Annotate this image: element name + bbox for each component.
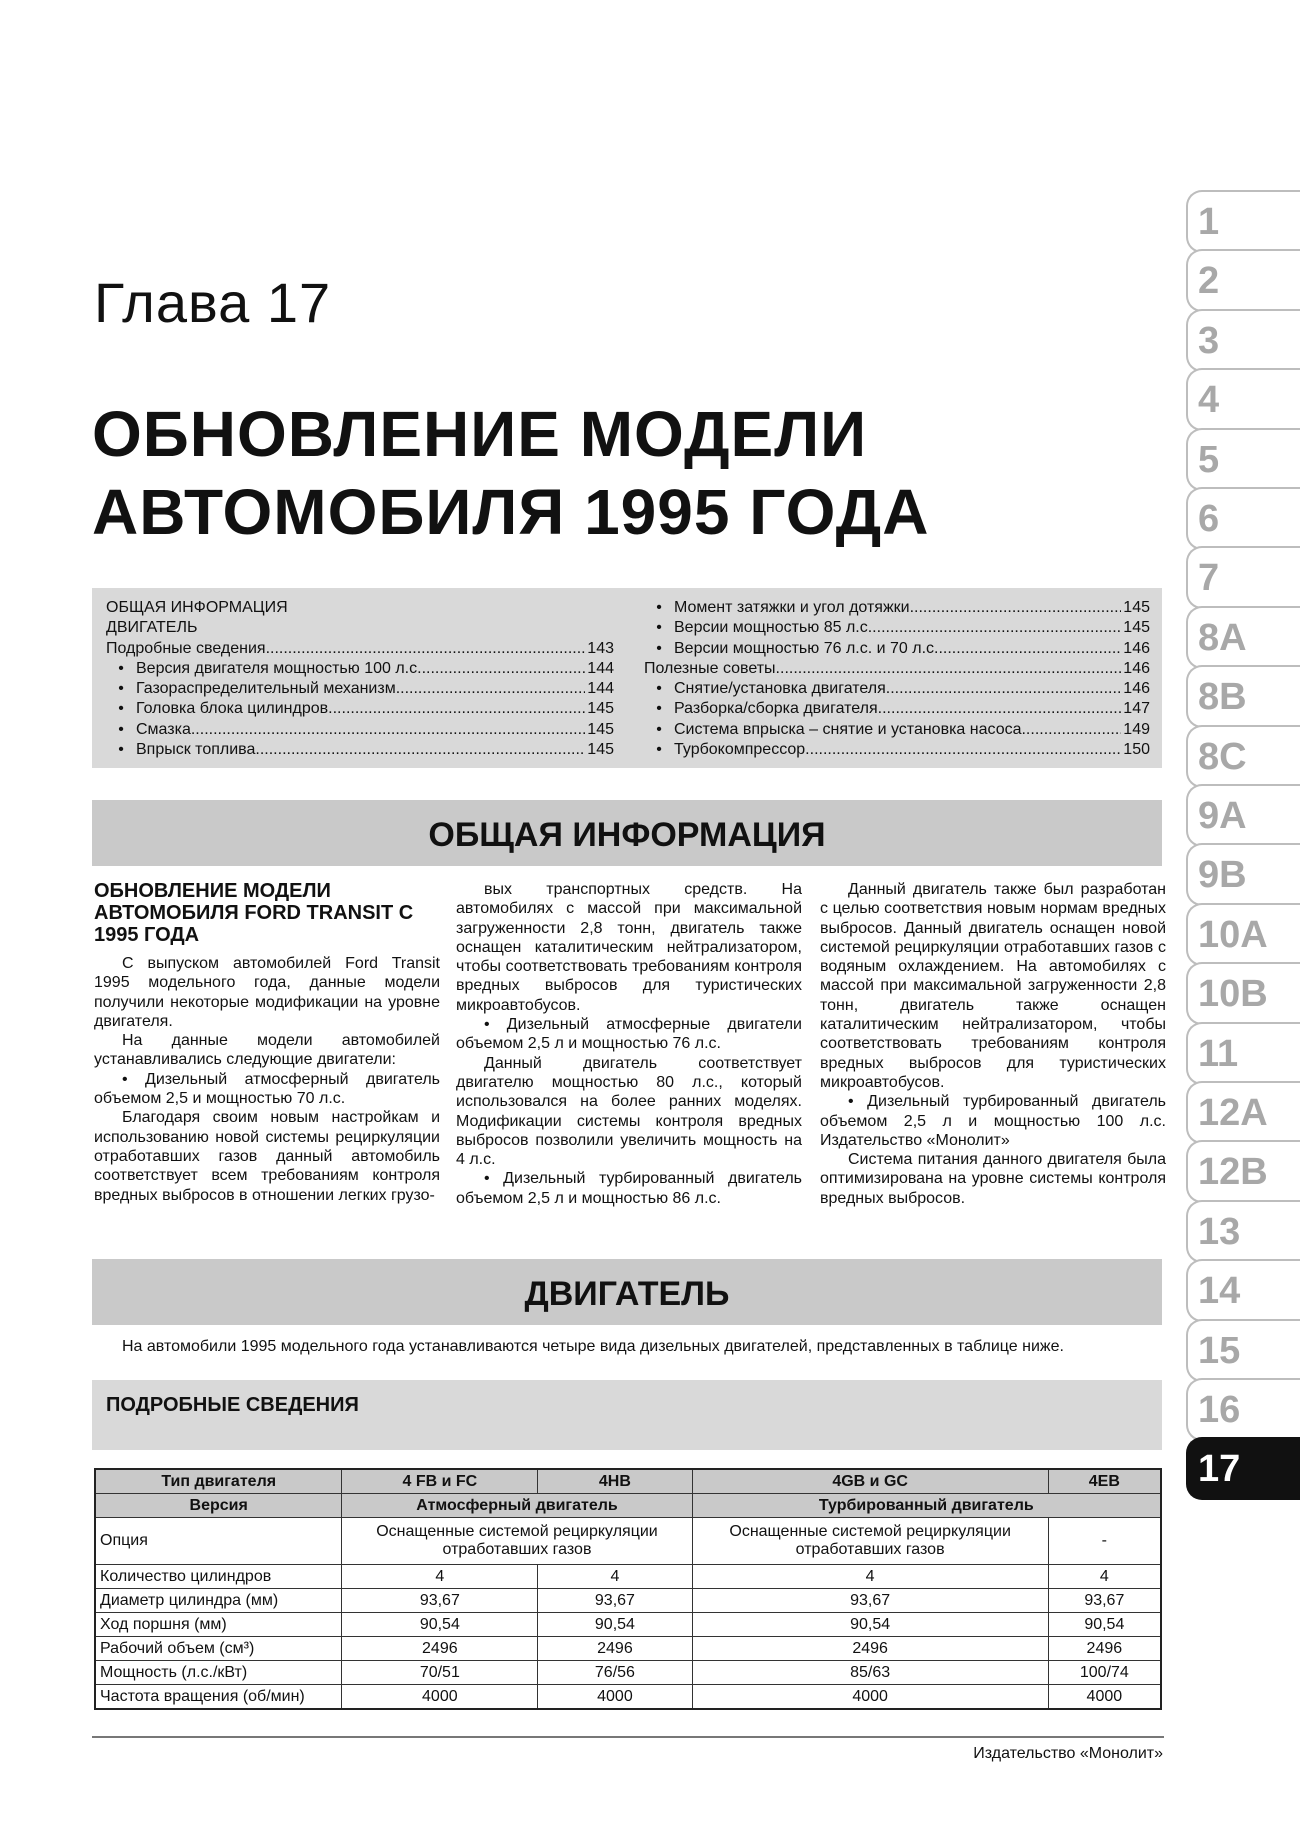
engine-specs-table [94,1468,1162,1710]
bullet-icon: • [656,680,662,698]
chapter-tab-6[interactable]: 6 [1186,487,1300,550]
toc-leader-dots [422,659,586,679]
bullet-icon: • [118,700,124,718]
chapter-title-line1: ОБНОВЛЕНИЕ МОДЕЛИ [92,398,868,470]
toc-entry [106,740,614,760]
row-label: Рабочий объем (см³) [95,1637,342,1661]
chapter-label: Глава 17 [94,271,332,334]
toc-page-number: 145 [587,741,614,759]
article-paragraph: Данный двигатель соответствует двигателю мощностью 80 л.с., который использовался на более ранних моделях. Модификации системы контроля вредных выбросов позволили увеличить мощность на 4 л.с. [456,1054,802,1169]
row-label: Частота вращения (об/мин) [95,1685,342,1710]
table-cell: 90,54 [538,1613,692,1637]
header-type-4gb: 4GB и GC [692,1469,1048,1494]
toc-page-number: 146 [1123,659,1150,677]
section-banner-engine: ДВИГАТЕЛЬ [92,1259,1162,1325]
table-cell: 4 [538,1565,692,1589]
chapter-tab-16[interactable]: 16 [1186,1378,1300,1441]
article-paragraph: На данные модели автомобилей устанавливались следующие двигатели: [94,1032,440,1069]
toc-entry-title: Версия двигателя мощностью 100 л.с. [136,659,422,677]
toc-leader-dots [886,679,1122,699]
bullet-icon: • [656,741,662,759]
table-cell: 70/51 [342,1661,538,1685]
table-row [95,1685,1161,1710]
chapter-tab-11[interactable]: 11 [1186,1022,1300,1085]
version-turbo: Турбированный двигатель [692,1494,1161,1518]
table-cell: 2496 [342,1637,538,1661]
table-row [95,1637,1161,1661]
table-cell: 93,67 [1048,1589,1161,1613]
row-label: Количество цилиндров [95,1565,342,1589]
article-paragraph: Данный двигатель также был разработан с целью соответствия новым нормам вредных выбросов. Данный двигатель оснащен новой системой рециркуляции отработавших газов с водяным охлаждением. На автомобилях с массой при максимальной загруженности 2,8 тонн, двигатель также оснащен каталитическим нейтрализатором, чтобы соответствовать требованиям контроля вредных выбросов для туристических микроавтобусов. [820,881,1166,1091]
article-heading: ОБНОВЛЕНИЕ МОДЕЛИ АВТОМОБИЛЯ FORD TRANSIT С 1995 ГОДА [94,880,414,946]
table-cell: 100/74 [1048,1661,1161,1685]
table-row [95,1589,1161,1613]
article-column-3 [820,880,1166,1208]
chapter-title-line2: АВТОМОБИЛЯ 1995 ГОДА [92,476,930,548]
table-cell: 2496 [692,1637,1048,1661]
toc-entry-title: Снятие/установка двигателя [674,680,886,698]
toc-leader-dots [872,618,1121,638]
toc-entry [644,740,1150,760]
table-cell: 4000 [692,1685,1048,1710]
toc-leader-dots [805,740,1121,760]
toc-column-right [644,598,1150,760]
toc-entry-title: ДВИГАТЕЛЬ [106,619,198,637]
header-engine-type: Тип двигателя [95,1469,342,1494]
toc-entry-title: Впрыск топлива [136,741,256,759]
chapter-tab-10a[interactable]: 10A [1186,903,1300,966]
chapter-tab-3[interactable]: 3 [1186,309,1300,372]
table-cell: 4000 [1048,1685,1161,1710]
toc-leader-dots [396,679,586,699]
chapter-tab-2[interactable]: 2 [1186,249,1300,312]
toc-entry [644,699,1150,719]
chapter-tab-9b[interactable]: 9B [1186,843,1300,906]
details-bar [92,1380,1162,1450]
chapter-tab-9a[interactable]: 9A [1186,784,1300,847]
article-paragraph: вых транспортных средств. На автомобилях с массой при максимальной загруженности 2,8 тонн, двигатель также оснащен каталитическим нейтрализатором, чтобы соответствовать требованиям контроля вредных выбросов для туристических микроавтобусов. [456,881,802,1014]
table-cell: 85/63 [692,1661,1048,1685]
toc-entry [106,598,614,618]
article-paragraph: • Дизельный турбированный двигатель объемом 2,5 л и мощностью 86 л.с. [456,1170,802,1207]
bullet-icon: • [656,720,662,738]
toc-entry [644,598,1150,618]
table-row [95,1565,1161,1589]
toc-entry [106,699,614,719]
toc-leader-dots [878,699,1122,719]
toc-entry-title: Смазка [136,720,191,738]
footer-rule [92,1736,1164,1738]
table-cell: 2496 [538,1637,692,1661]
bullet-icon: • [118,659,124,677]
toc-page-number: 149 [1123,720,1150,738]
chapter-tab-10b[interactable]: 10B [1186,962,1300,1025]
toc-entry-title: Версии мощностью 76 л.с. и 70 л.с. [674,639,939,657]
header-type-4fb: 4 FB и FC [342,1469,538,1494]
toc-leader-dots [191,720,585,740]
article-column-1 [94,880,440,1205]
toc-leader-dots [266,639,586,659]
table-cell: 76/56 [538,1661,692,1685]
toc-page-number: 145 [587,700,614,718]
table-row [95,1613,1161,1637]
table-row [95,1661,1161,1685]
bullet-icon: • [118,720,124,738]
toc-entry-title: Турбокомпрессор [674,741,806,759]
table-cell: 90,54 [692,1613,1048,1637]
toc-entry-title: Полезные советы [644,659,776,677]
toc-entry [106,639,614,659]
chapter-tab-8b[interactable]: 8B [1186,665,1300,728]
toc-leader-dots [328,699,585,719]
article-paragraph: • Дизельный атмосферные двигатели объемом 2,5 л и мощностью 76 л.с. [456,1016,802,1053]
header-type-4eb: 4EB [1048,1469,1161,1494]
article-paragraph: Благодаря своим новым настройкам и использованию новой системы рециркуляции отработавших газов данный автомобиль соответствует всем требованиям контроля вредных выбросов в отношении легких грузо- [94,1109,440,1204]
chapter-tab-5[interactable]: 5 [1186,428,1300,491]
row-label: Мощность (л.с./кВт) [95,1661,342,1685]
table-cell: 4 [342,1565,538,1589]
toc-entry [106,618,614,638]
bullet-icon: • [656,700,662,718]
row-label: Ход поршня (мм) [95,1613,342,1637]
toc-entry [644,639,1150,659]
toc-leader-dots [255,740,585,760]
row-label-option: Опция [95,1518,342,1565]
toc-entry [644,618,1150,638]
toc-entry-title: Версии мощностью 85 л.с. [674,619,873,637]
toc-leader-dots [776,659,1122,679]
chapter-tab-7[interactable]: 7 [1186,546,1300,609]
toc-page-number: 150 [1123,741,1150,759]
toc-entry-title: Система впрыска – снятие и установка насоса [674,720,1022,738]
chapter-tab-8c[interactable]: 8C [1186,725,1300,788]
table-cell: 90,54 [1048,1613,1161,1637]
chapter-tab-17[interactable]: 17 [1186,1437,1300,1500]
section-banner-general: ОБЩАЯ ИНФОРМАЦИЯ [92,800,1162,866]
table-of-contents [92,588,1162,768]
table-cell: 4 [692,1565,1048,1589]
toc-leader-dots [910,598,1122,618]
header-version: Версия [95,1494,342,1518]
toc-leader-dots [1021,720,1121,740]
toc-leader-dots [938,639,1121,659]
toc-page-number: 145 [587,720,614,738]
toc-entry [106,720,614,740]
toc-page-number: 143 [587,639,614,657]
article-column-2 [456,880,802,1208]
toc-page-number: 145 [1123,599,1150,616]
article-paragraph: • Дизельный атмосферный двигатель объемом 2,5 и мощностью 70 л.с. [94,1070,440,1108]
chapter-tab-1[interactable]: 1 [1186,190,1300,253]
chapter-tab-14[interactable]: 14 [1186,1259,1300,1322]
bullet-icon: • [656,639,662,657]
toc-entry [644,720,1150,740]
toc-entry-title: Подробные сведения [106,639,266,657]
toc-column-left [106,598,614,760]
table-cell: 93,67 [692,1589,1048,1613]
article-paragraph: С выпуском автомобилей Ford Transit 1995 модельного года, данные модели получили некоторые модификации на уровне двигателя. [94,955,440,1030]
bullet-icon: • [118,741,124,759]
table-cell: 4000 [342,1685,538,1710]
engine-intro-text: На автомобили 1995 модельного года устанавливаются четыре вида дизельных двигателей, представленных в таблице ниже. [122,1338,1064,1355]
details-title: ПОДРОБНЫЕ СВЕДЕНИЯ [106,1394,359,1416]
toc-page-number: 146 [1123,680,1150,698]
publisher-credit: Издательство «Монолит» [973,1745,1163,1762]
chapter-tab-8a[interactable]: 8A [1186,606,1300,669]
table-cell: 93,67 [342,1589,538,1613]
option-egr-turbo: Оснащенные системой рециркуляции отработавших газов [692,1518,1048,1565]
toc-entry [644,679,1150,699]
table-cell: 90,54 [342,1613,538,1637]
bullet-icon: • [656,619,662,637]
toc-entry-title: ОБЩАЯ ИНФОРМАЦИЯ [106,599,288,616]
article-paragraph: Система питания данного двигателя была оптимизирована на уровне системы контроля вредных выбросов. [820,1151,1166,1207]
chapter-tab-13[interactable]: 13 [1186,1200,1300,1263]
chapter-tab-15[interactable]: 15 [1186,1319,1300,1382]
toc-entry-title: Разборка/сборка двигателя [674,700,878,718]
toc-page-number: 145 [1123,619,1150,637]
toc-entry-title: Головка блока цилиндров [136,700,329,718]
row-label: Диаметр цилиндра (мм) [95,1589,342,1613]
version-atmospheric: Атмосферный двигатель [342,1494,692,1518]
chapter-tab-12a[interactable]: 12A [1186,1081,1300,1144]
option-none: - [1048,1518,1161,1565]
table-cell: 2496 [1048,1637,1161,1661]
header-type-4hb: 4HB [538,1469,692,1494]
toc-entry [106,679,614,699]
table-cell: 93,67 [538,1589,692,1613]
bullet-icon: • [656,599,662,616]
table-cell: 4000 [538,1685,692,1710]
toc-entry-title: Момент затяжки и угол дотяжки [674,599,910,616]
toc-page-number: 144 [587,659,614,677]
chapter-tab-12b[interactable]: 12B [1186,1140,1300,1203]
article-paragraph: • Дизельный турбированный двигатель объемом 2,5 л и мощностью 100 л.с. Издательство «Монолит» [820,1093,1166,1149]
toc-entry [644,659,1150,679]
toc-entry [106,659,614,679]
chapter-title [92,395,929,551]
toc-entry-title: Газораспределительный механизм [136,680,396,698]
chapter-tab-4[interactable]: 4 [1186,368,1300,431]
bullet-icon: • [118,680,124,698]
toc-page-number: 147 [1123,700,1150,718]
table-cell: 4 [1048,1565,1161,1589]
option-egr-atmo: Оснащенные системой рециркуляции отработавших газов [342,1518,692,1565]
toc-page-number: 144 [587,680,614,698]
toc-page-number: 146 [1123,639,1150,657]
